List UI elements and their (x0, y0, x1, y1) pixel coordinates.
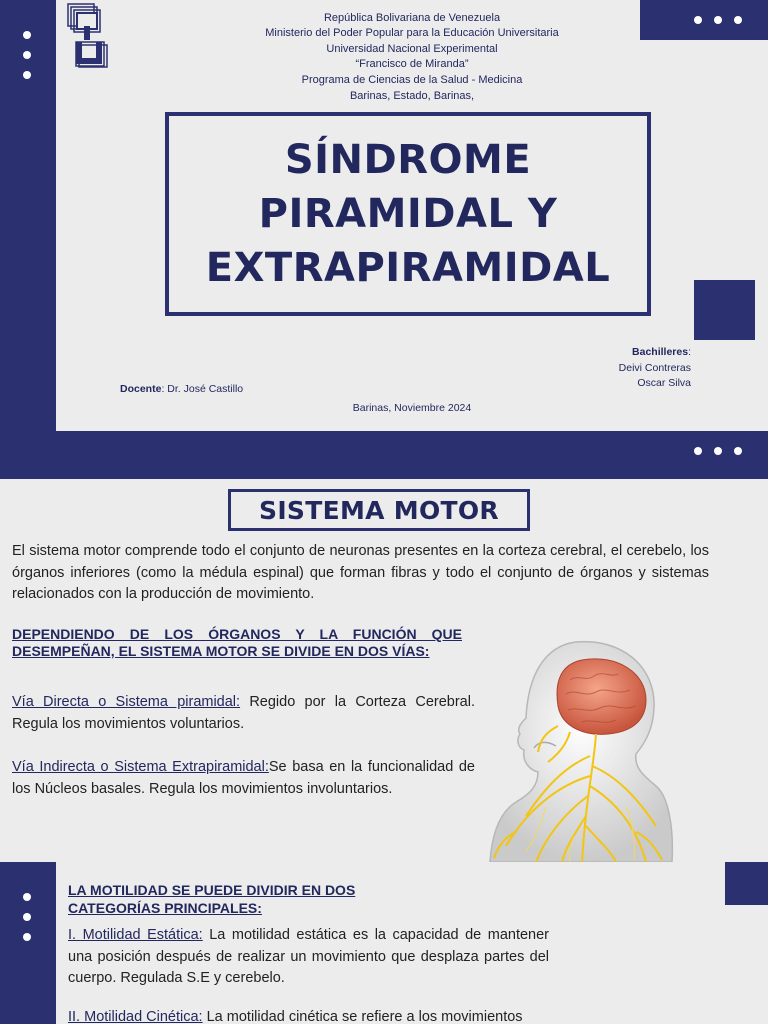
header-line: Ministerio del Poder Popular para la Educación Universitaria (265, 27, 559, 39)
bachiller-name: Deivi Contreras (618, 362, 691, 374)
docente-line (120, 383, 243, 395)
via-directa-text: Regido por la Corteza Cerebral. Regula los movimientos voluntarios. (12, 694, 475, 732)
docente-label: Docente (120, 383, 162, 395)
decor-dot (23, 71, 31, 79)
motilidad-heading: LA MOTILIDAD SE PUEDE DIVIDIR EN DOS CATEGORÍAS PRINCIPALES: (68, 882, 356, 916)
decor-dot (714, 447, 722, 455)
via-indirecta-text: Se basa en la funcionalidad de los Núcleos basales. Regula los movimientos involuntarios. (12, 759, 475, 797)
motilidad-cinetica-text: La motilidad cinética se refiere a los movimientos (202, 1009, 523, 1024)
title-line: SÍNDROME (284, 137, 532, 183)
decor-square (725, 862, 768, 905)
decor-dot (23, 31, 31, 39)
header-line: Programa de Ciencias de la Salud - Medicina (301, 74, 523, 86)
header-line: República Bolivariana de Venezuela (323, 12, 501, 24)
motilidad-estatica (68, 925, 549, 990)
title-box (165, 112, 651, 316)
motilidad-cinetica (68, 1007, 549, 1024)
decor-dot (694, 447, 702, 455)
decor-dot (23, 893, 31, 901)
header-line: Barinas, Estado, Barinas, (349, 90, 475, 102)
bachilleres-label: Bachilleres: (632, 346, 691, 358)
section-title: SISTEMA MOTOR (259, 495, 499, 525)
decor-dot (23, 913, 31, 921)
via-indirecta (12, 757, 475, 800)
via-indirecta-label: Vía Indirecta o Sistema Extrapiramidal: (12, 759, 269, 775)
bachiller-name: Oscar Silva (637, 377, 691, 389)
header-line: “Francisco de Miranda” (355, 58, 469, 70)
motilidad-estatica-label: I. Motilidad Estática: (68, 927, 203, 943)
nervous-system-illustration (486, 636, 676, 862)
motilidad-cinetica-label: II. Motilidad Cinética: (68, 1009, 203, 1024)
motor-intro: El sistema motor comprende todo el conjunto de neuronas presentes en la corteza cerebral, el cerebelo, los órganos inferiores (como la médula espinal) que forman fibras y todo el conjunto de órganos y sistemas relacionados con la producción de movimiento. (12, 543, 709, 602)
motor-heading: DEPENDIENDO DE LOS ÓRGANOS Y LA FUNCIÓN QUE DESEMPEÑAN, EL SISTEMA MOTOR SE DIVIDE EN DOS VÍAS: (12, 626, 462, 659)
decor-dot (23, 51, 31, 59)
via-directa-label: Vía Directa o Sistema piramidal: (12, 694, 241, 710)
decor-dot (23, 933, 31, 941)
decor-dot (734, 447, 742, 455)
page-title (206, 133, 611, 295)
decor-square (694, 280, 755, 340)
motilidad-estatica-text: La motilidad estática es la capacidad de mantener una posición después de realizar un movimiento que desplaza partes del cuerpo. Regulada S.E y cerebelo. (68, 927, 550, 986)
section-title-box (228, 489, 530, 531)
bachilleres-label-text: Bachilleres (632, 346, 689, 358)
header-line: Universidad Nacional Experimental (326, 43, 498, 55)
title-line: EXTRAPIRAMIDAL (205, 245, 611, 291)
docente-name: : Dr. José Castillo (161, 383, 244, 395)
title-line: PIRAMIDAL Y (258, 191, 558, 237)
via-directa (12, 692, 475, 735)
date-line: Barinas, Noviembre 2024 (352, 402, 472, 414)
